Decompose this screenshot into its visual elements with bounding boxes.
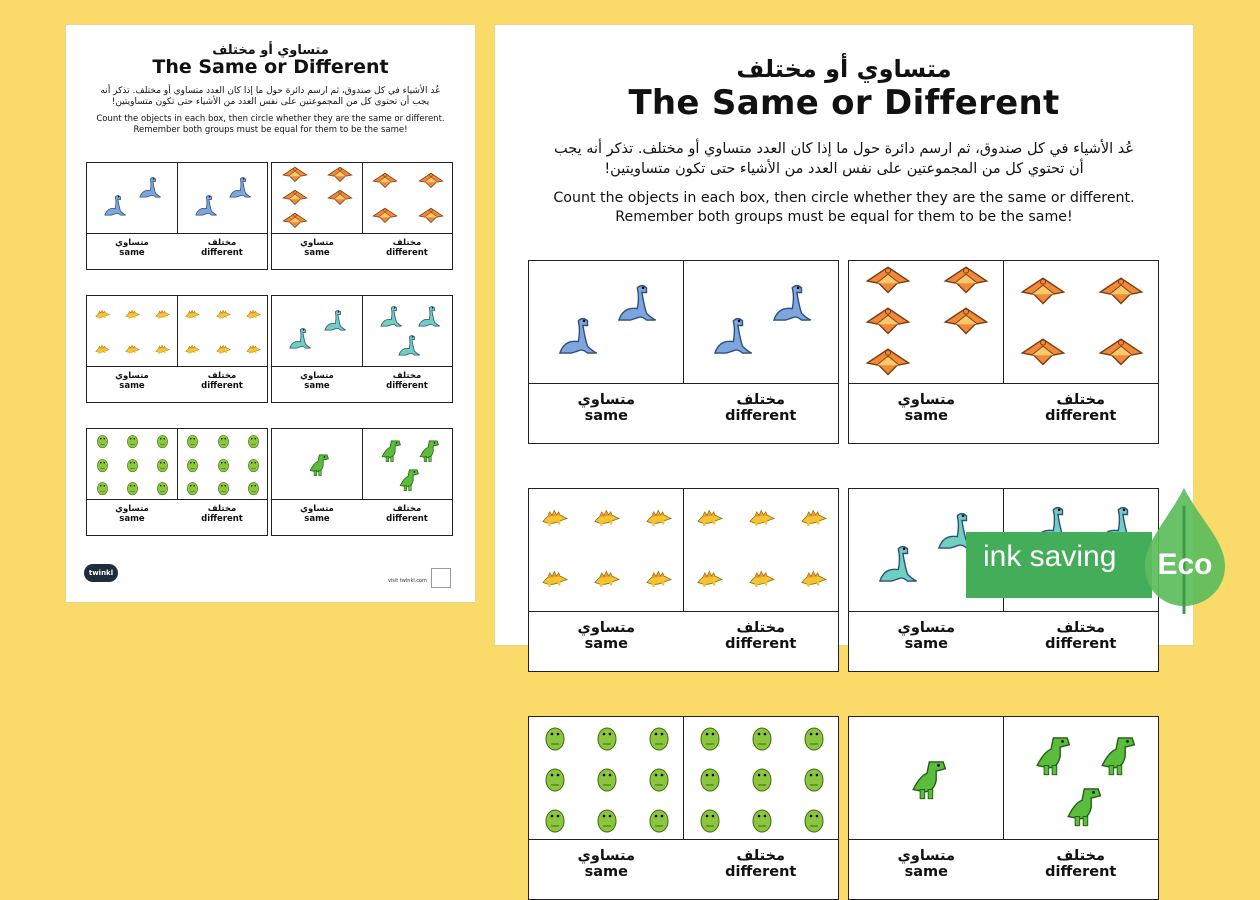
yellow-stegosaurus-icon xyxy=(245,340,262,359)
different-option-english: different xyxy=(725,864,797,880)
same-option[interactable] xyxy=(272,238,362,269)
same-option[interactable] xyxy=(272,371,362,402)
same-option[interactable] xyxy=(849,392,1004,443)
different-option[interactable] xyxy=(177,371,267,402)
different-option[interactable] xyxy=(362,238,452,269)
group-right xyxy=(362,429,453,499)
count-box-1 xyxy=(86,162,268,270)
green-dinosaur-icon xyxy=(215,456,232,477)
blue-brachiosaurus-icon xyxy=(192,193,218,223)
same-option-english: same xyxy=(304,514,330,524)
quality-badge-icon xyxy=(431,568,451,588)
same-option-english: same xyxy=(584,408,628,424)
ink-saving-label: ink saving xyxy=(983,540,1117,573)
instructions-arabic: عُد الأشياء في كل صندوق، ثم ارسم دائرة حول ما إذا كان العدد متساوي أو مختلف. تذكر أنه يجب أن تحتوي كل من المجموعتين على نفس العدد من الأشياء حتى تكون متساويتين! xyxy=(553,141,1135,177)
group-left xyxy=(849,717,1003,839)
yellow-stegosaurus-icon xyxy=(592,566,622,593)
group-right xyxy=(1003,717,1158,839)
yellow-stegosaurus-icon xyxy=(124,305,141,324)
blue-brachiosaurus-icon xyxy=(226,175,252,205)
green-dinosaur-icon xyxy=(184,456,201,477)
different-option[interactable] xyxy=(684,620,839,671)
green-dinosaur-icon xyxy=(695,804,725,838)
green-dinosaur-icon xyxy=(799,804,829,838)
blue-brachiosaurus-icon xyxy=(553,314,599,364)
same-option[interactable] xyxy=(849,848,1004,899)
yellow-stegosaurus-icon xyxy=(154,340,171,359)
green-dinosaur-icon xyxy=(154,432,171,453)
same-option-english: same xyxy=(904,408,948,424)
count-box-3 xyxy=(86,295,268,403)
group-right xyxy=(683,717,838,839)
title-english: The Same or Different xyxy=(152,56,389,78)
green-dinosaur-icon xyxy=(799,722,829,756)
yellow-stegosaurus-icon xyxy=(124,340,141,359)
yellow-stegosaurus-icon xyxy=(592,505,622,532)
teal-brachiosaurus-icon xyxy=(415,304,441,334)
green-dinosaur-icon xyxy=(592,763,622,797)
green-dinosaur-icon xyxy=(644,763,674,797)
orange-pterodactyl-icon xyxy=(943,299,989,349)
same-option-arabic: متساوي xyxy=(300,238,334,248)
different-option-english: different xyxy=(386,248,428,258)
group-left xyxy=(529,717,683,839)
different-option-arabic: مختلف xyxy=(1056,392,1106,408)
same-option-arabic: متساوي xyxy=(577,620,635,636)
worksheet-footer xyxy=(66,558,475,602)
green-dinosaur-icon xyxy=(540,804,570,838)
different-option-arabic: مختلف xyxy=(736,848,786,864)
green-dinosaur-icon xyxy=(94,456,111,477)
different-option-english: different xyxy=(386,514,428,524)
yellow-stegosaurus-icon xyxy=(215,340,232,359)
different-option-arabic: مختلف xyxy=(392,504,422,514)
green-dinosaur-icon xyxy=(592,804,622,838)
different-option-arabic: مختلف xyxy=(736,392,786,408)
blue-brachiosaurus-icon xyxy=(708,314,754,364)
same-option[interactable] xyxy=(87,371,177,402)
title-arabic: متساوي أو مختلف xyxy=(736,55,952,83)
blue-brachiosaurus-icon xyxy=(101,193,127,223)
different-option-arabic: مختلف xyxy=(207,371,237,381)
green-dinosaur-icon xyxy=(540,763,570,797)
different-option[interactable] xyxy=(684,848,839,899)
teal-brachiosaurus-icon xyxy=(395,333,421,363)
title-english: The Same or Different xyxy=(628,83,1060,123)
different-option-english: different xyxy=(1045,408,1117,424)
different-option-arabic: مختلف xyxy=(392,238,422,248)
yellow-stegosaurus-icon xyxy=(540,505,570,532)
yellow-stegosaurus-icon xyxy=(245,305,262,324)
group-right xyxy=(177,163,268,233)
green-trex-icon xyxy=(377,437,403,467)
group-right xyxy=(177,429,268,499)
blue-brachiosaurus-icon xyxy=(136,175,162,205)
green-trex-icon xyxy=(1028,731,1074,781)
green-dinosaur-icon xyxy=(695,763,725,797)
yellow-stegosaurus-icon xyxy=(215,305,232,324)
count-box-2 xyxy=(271,162,453,270)
green-trex-icon xyxy=(395,466,421,496)
different-option-arabic: مختلف xyxy=(392,371,422,381)
orange-pterodactyl-icon xyxy=(372,168,398,198)
group-right xyxy=(362,163,453,233)
teal-brachiosaurus-icon xyxy=(321,308,347,338)
yellow-stegosaurus-icon xyxy=(695,566,725,593)
green-dinosaur-icon xyxy=(747,763,777,797)
yellow-stegosaurus-icon xyxy=(644,505,674,532)
same-option[interactable] xyxy=(529,392,684,443)
same-option[interactable] xyxy=(849,620,1004,671)
green-dinosaur-icon xyxy=(94,432,111,453)
green-trex-icon xyxy=(904,755,950,805)
group-right xyxy=(683,489,838,611)
instructions-english xyxy=(86,114,455,136)
teal-brachiosaurus-icon xyxy=(377,304,403,334)
count-box-3 xyxy=(528,488,839,672)
count-box-5 xyxy=(528,716,839,900)
instructions-english-line-1: Count the objects in each box, then circle whether they are the same or different. xyxy=(96,114,445,124)
yellow-stegosaurus-icon xyxy=(184,305,201,324)
green-trex-icon xyxy=(1093,731,1139,781)
yellow-stegosaurus-icon xyxy=(747,566,777,593)
yellow-stegosaurus-icon xyxy=(184,340,201,359)
green-trex-icon xyxy=(1059,782,1105,832)
yellow-stegosaurus-icon xyxy=(695,505,725,532)
orange-pterodactyl-icon xyxy=(372,203,398,233)
different-option[interactable] xyxy=(684,392,839,443)
yellow-stegosaurus-icon xyxy=(94,305,111,324)
different-option-english: different xyxy=(725,636,797,652)
same-option-arabic: متساوي xyxy=(300,504,334,514)
group-left xyxy=(272,429,362,499)
green-dinosaur-icon xyxy=(124,432,141,453)
group-left xyxy=(529,489,683,611)
green-dinosaur-icon xyxy=(644,722,674,756)
group-right xyxy=(362,296,453,366)
twinkl-logo: twinkl xyxy=(84,564,118,582)
orange-pterodactyl-icon xyxy=(418,168,444,198)
green-dinosaur-icon xyxy=(184,432,201,453)
eco-leaf-icon xyxy=(1137,486,1237,616)
instructions-english-line-2: Remember both groups must be equal for them to be the same! xyxy=(133,125,408,135)
group-left xyxy=(849,261,1003,383)
different-option[interactable] xyxy=(362,371,452,402)
count-box-4 xyxy=(271,295,453,403)
same-option-english: same xyxy=(584,636,628,652)
yellow-stegosaurus-icon xyxy=(799,505,829,532)
different-option-english: different xyxy=(201,248,243,258)
eco-tag: Eco xyxy=(1157,548,1213,581)
same-option-arabic: متساوي xyxy=(115,504,149,514)
same-option-english: same xyxy=(584,864,628,880)
same-option-arabic: متساوي xyxy=(115,371,149,381)
same-option[interactable] xyxy=(272,504,362,535)
group-left xyxy=(529,261,683,383)
same-option-english: same xyxy=(904,864,948,880)
different-option[interactable] xyxy=(177,238,267,269)
group-left xyxy=(272,163,362,233)
group-left xyxy=(272,296,362,366)
orange-pterodactyl-icon xyxy=(1098,330,1144,380)
same-option[interactable] xyxy=(529,620,684,671)
orange-pterodactyl-icon xyxy=(1098,269,1144,319)
same-option[interactable] xyxy=(529,848,684,899)
instructions-english xyxy=(525,189,1163,227)
orange-pterodactyl-icon xyxy=(327,185,353,215)
green-dinosaur-icon xyxy=(747,722,777,756)
same-option-arabic: متساوي xyxy=(300,371,334,381)
same-option-arabic: متساوي xyxy=(897,620,955,636)
green-trex-icon xyxy=(415,437,441,467)
instructions-arabic: عُد الأشياء في كل صندوق، ثم ارسم دائرة حول ما إذا كان العدد متساوي أو مختلف. تذكر أنه يجب أن تحتوي كل من المجموعتين على نفس العدد من الأشياء حتى تكون متساويتين! xyxy=(100,86,441,107)
different-option-english: different xyxy=(725,408,797,424)
orange-pterodactyl-icon xyxy=(418,203,444,233)
instructions-english-line-2: Remember both groups must be equal for them to be the same! xyxy=(615,209,1073,225)
same-option-arabic: متساوي xyxy=(577,848,635,864)
same-option-arabic: متساوي xyxy=(897,392,955,408)
count-box-2 xyxy=(848,260,1159,444)
different-option-arabic: مختلف xyxy=(736,620,786,636)
group-left xyxy=(87,296,177,366)
different-option[interactable] xyxy=(1004,392,1159,443)
different-option-english: different xyxy=(201,514,243,524)
different-option-arabic: مختلف xyxy=(207,504,237,514)
green-dinosaur-icon xyxy=(592,722,622,756)
yellow-stegosaurus-icon xyxy=(644,566,674,593)
same-option[interactable] xyxy=(87,238,177,269)
different-option-english: different xyxy=(1045,864,1117,880)
green-dinosaur-icon xyxy=(154,456,171,477)
green-dinosaur-icon xyxy=(747,804,777,838)
different-option[interactable] xyxy=(362,504,452,535)
different-option-english: different xyxy=(386,381,428,391)
different-option-arabic: مختلف xyxy=(207,238,237,248)
same-option[interactable] xyxy=(87,504,177,535)
same-option-english: same xyxy=(119,514,145,524)
instructions-english-line-1: Count the objects in each box, then circle whether they are the same or different. xyxy=(553,190,1135,206)
same-option-english: same xyxy=(304,381,330,391)
green-dinosaur-icon xyxy=(540,722,570,756)
same-option-english: same xyxy=(119,381,145,391)
same-option-arabic: متساوي xyxy=(897,848,955,864)
green-dinosaur-icon xyxy=(245,432,262,453)
teal-brachiosaurus-icon xyxy=(286,326,312,356)
count-box-5 xyxy=(86,428,268,536)
same-option-arabic: متساوي xyxy=(577,392,635,408)
title-arabic: متساوي أو مختلف xyxy=(212,43,329,58)
yellow-stegosaurus-icon xyxy=(94,340,111,359)
green-dinosaur-icon xyxy=(799,763,829,797)
yellow-stegosaurus-icon xyxy=(154,305,171,324)
yellow-stegosaurus-icon xyxy=(799,566,829,593)
different-option-arabic: مختلف xyxy=(1056,620,1106,636)
yellow-stegosaurus-icon xyxy=(540,566,570,593)
green-dinosaur-icon xyxy=(245,456,262,477)
same-option-english: same xyxy=(119,248,145,258)
count-box-1 xyxy=(528,260,839,444)
same-option-english: same xyxy=(304,248,330,258)
green-dinosaur-icon xyxy=(124,456,141,477)
different-option-english: different xyxy=(1045,636,1117,652)
different-option-english: different xyxy=(201,381,243,391)
orange-pterodactyl-icon xyxy=(1020,269,1066,319)
blue-brachiosaurus-icon xyxy=(767,281,813,331)
orange-pterodactyl-icon xyxy=(1020,330,1066,380)
count-box-6 xyxy=(848,716,1159,900)
footer-visit-text: visit twinkl.com xyxy=(387,578,427,584)
different-option[interactable] xyxy=(177,504,267,535)
green-dinosaur-icon xyxy=(215,432,232,453)
group-left xyxy=(87,163,177,233)
group-right xyxy=(177,296,268,366)
different-option[interactable] xyxy=(1004,620,1159,671)
count-box-6 xyxy=(271,428,453,536)
worksheet-preview-small xyxy=(66,25,475,602)
group-right xyxy=(1003,261,1158,383)
yellow-stegosaurus-icon xyxy=(747,505,777,532)
different-option-arabic: مختلف xyxy=(1056,848,1106,864)
teal-brachiosaurus-icon xyxy=(873,542,919,592)
group-right xyxy=(683,261,838,383)
green-dinosaur-icon xyxy=(695,722,725,756)
group-left xyxy=(87,429,177,499)
green-dinosaur-icon xyxy=(644,804,674,838)
same-option-english: same xyxy=(904,636,948,652)
same-option-arabic: متساوي xyxy=(115,238,149,248)
different-option[interactable] xyxy=(1004,848,1159,899)
blue-brachiosaurus-icon xyxy=(612,281,658,331)
green-trex-icon xyxy=(305,451,331,481)
